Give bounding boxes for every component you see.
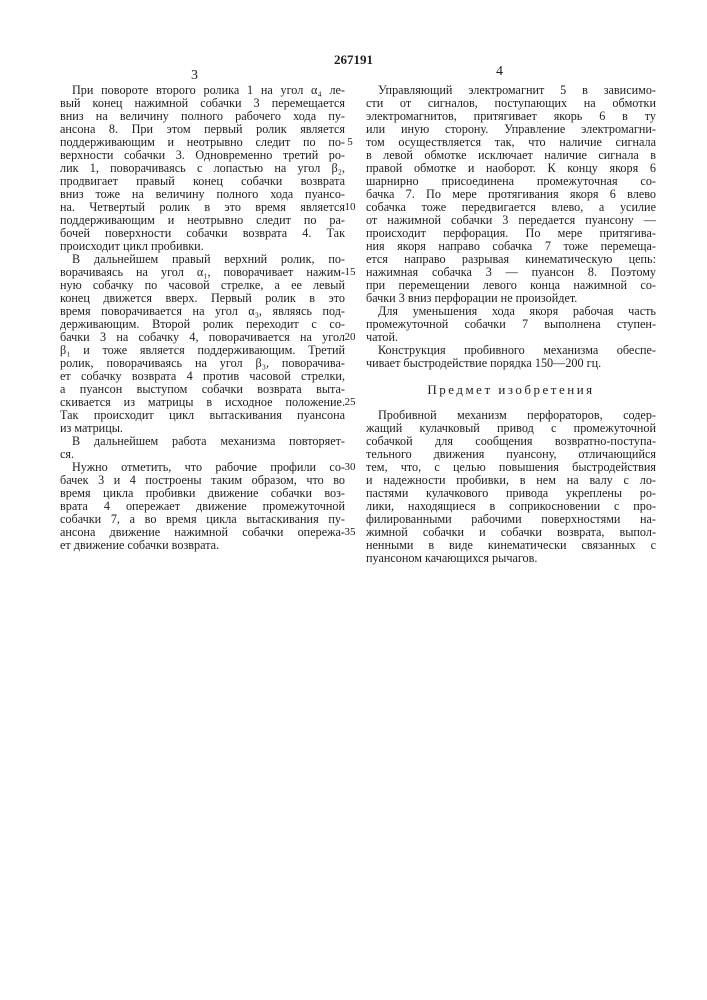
text-line: ся. bbox=[60, 448, 345, 461]
text-line: Так происходит цикл вытаскивания пуансона bbox=[60, 409, 345, 422]
text-line: в левой обмотке исключает наличие сигнала в bbox=[366, 149, 656, 162]
document-number: 267191 bbox=[0, 52, 707, 68]
text-line: бачки 3 вниз перфорации не произойдет. bbox=[366, 292, 656, 305]
text-line: происходит цикл пробивки. bbox=[60, 240, 345, 253]
text-line: или иную сторону. Управление электромагни- bbox=[366, 123, 656, 136]
text-line: пастями кулачкового привода укреплены ро- bbox=[366, 487, 656, 500]
text-line: вый конец нажимной собачки 3 перемещается bbox=[60, 97, 345, 110]
line-number: 30 bbox=[340, 461, 360, 474]
text-line: В дальнейшем работа механизма повторяет- bbox=[60, 435, 345, 448]
left-column-number: 3 bbox=[191, 68, 198, 84]
text-line: поддерживающим и неотрывно следит по ра- bbox=[60, 214, 345, 227]
text-line: пуансоном качающихся рычагов. bbox=[366, 552, 656, 565]
paragraph bbox=[366, 409, 656, 565]
text-line: том осуществляется так, что наличие сигнала bbox=[366, 136, 656, 149]
line-number: 5 bbox=[340, 136, 360, 149]
section-heading: Предмет изобретения bbox=[366, 370, 656, 409]
text-line: при перемещении левого конца нажимной со- bbox=[366, 279, 656, 292]
text-line: а пуансон выступом собачки возврата выта- bbox=[60, 383, 345, 396]
line-number: 10 bbox=[340, 201, 360, 214]
text-line: Для уменьшения хода якоря рабочая часть bbox=[366, 305, 656, 318]
text-line: ет движение собачки возврата. bbox=[60, 539, 345, 552]
text-line: ную собачку по часовой стрелке, а ее левый bbox=[60, 279, 345, 292]
text-line: β₁ и тоже является поддерживающим. Третий bbox=[60, 344, 345, 357]
text-line: держивающим. Второй ролик переходит с со- bbox=[60, 318, 345, 331]
text-line: Конструкция пробивного механизма обеспе- bbox=[366, 344, 656, 357]
text-line: филированными рабочими поверхностями на- bbox=[366, 513, 656, 526]
line-number: 25 bbox=[340, 396, 360, 409]
paragraph bbox=[60, 253, 345, 435]
text-line: врата 4 опережает движение промежуточной bbox=[60, 500, 345, 513]
text-line: собачка тоже передвигается влево, а усилие bbox=[366, 201, 656, 214]
right-column bbox=[366, 84, 656, 565]
text-line: чатой. bbox=[366, 331, 656, 344]
text-line: жащий кулачковый привод с промежуточной bbox=[366, 422, 656, 435]
text-line: от нажимной собачки 3 передается пуансону — bbox=[366, 214, 656, 227]
text-line: ансона движение нажимной собачки опережа- bbox=[60, 526, 345, 539]
text-line: сти от сигналов, поступающих на обмотки bbox=[366, 97, 656, 110]
text-line: Пробивной механизм перфораторов, содер- bbox=[366, 409, 656, 422]
line-number: 15 bbox=[340, 266, 360, 279]
text-line: собачки 7, а во время цикла вытаскивания пу- bbox=[60, 513, 345, 526]
text-line: ния якоря направо собачка 7 тоже перемеща- bbox=[366, 240, 656, 253]
line-number: 35 bbox=[340, 526, 360, 539]
text-line: верхности собачки 3. Одновременно третий ро- bbox=[60, 149, 345, 162]
text-line: из матрицы. bbox=[60, 422, 345, 435]
text-line: происходит перфорация. По мере притягива- bbox=[366, 227, 656, 240]
text-line: время поворачивается на угол α₃, являясь под- bbox=[60, 305, 345, 318]
text-line: время цикла пробивки движение собачки воз- bbox=[60, 487, 345, 500]
paragraph bbox=[366, 305, 656, 344]
text-line: бачка 7. По мере протягивания якоря 6 влево bbox=[366, 188, 656, 201]
text-line: конец движется вверх. Первый ролик в это bbox=[60, 292, 345, 305]
text-line: собачкой для сообщения возвратно-поступа- bbox=[366, 435, 656, 448]
text-line: вниз на величину полного рабочего хода пу- bbox=[60, 110, 345, 123]
text-line: скивается из матрицы в исходное положение. bbox=[60, 396, 345, 409]
text-line: ется направо разрывая кинематическую цепь: bbox=[366, 253, 656, 266]
text-line: ет собачку возврата 4 против часовой стрелки, bbox=[60, 370, 345, 383]
text-line: промежуточной собачки 7 выполнена ступен- bbox=[366, 318, 656, 331]
text-line: ворачиваясь на угол α₁, поворачивает нажим- bbox=[60, 266, 345, 279]
text-line: ролик, поворачиваясь на угол β₃, поворачива- bbox=[60, 357, 345, 370]
text-line: бачек 3 и 4 построены таким образом, что во bbox=[60, 474, 345, 487]
paragraph bbox=[366, 84, 656, 305]
text-line: вниз тоже на величину полного хода пуансо- bbox=[60, 188, 345, 201]
text-line: правой обмотке и наоборот. К концу якоря 6 bbox=[366, 162, 656, 175]
text-line: электромагнитов, притягивает якорь 6 в ту bbox=[366, 110, 656, 123]
text-line: лик 1, поворачиваясь с лопастью на угол β₂, bbox=[60, 162, 345, 175]
text-line: шарнирно присоединена промежуточная со- bbox=[366, 175, 656, 188]
text-line: ненными в виде кинематически связанных с bbox=[366, 539, 656, 552]
text-line: тем, что, с целью повышения быстродействия bbox=[366, 461, 656, 474]
text-line: лики, находящиеся в соприкосновении с про- bbox=[366, 500, 656, 513]
paragraph bbox=[60, 461, 345, 552]
line-number: 20 bbox=[340, 331, 360, 344]
text-line: продвигает правый конец собачки возврата bbox=[60, 175, 345, 188]
text-line: Управляющий электромагнит 5 в зависимо- bbox=[366, 84, 656, 97]
text-line: В дальнейшем правый верхний ролик, по- bbox=[60, 253, 345, 266]
left-column bbox=[60, 84, 345, 552]
text-line: тельного движения пуансону, отличающийся bbox=[366, 448, 656, 461]
text-line: При повороте второго ролика 1 на угол α₄ ле- bbox=[60, 84, 345, 97]
paragraph bbox=[60, 84, 345, 253]
paragraph bbox=[366, 344, 656, 370]
right-column-number: 4 bbox=[496, 64, 503, 80]
text-line: бочей поверхности собачки возврата 4. Так bbox=[60, 227, 345, 240]
text-line: бачки 3 на собачку 4, поворачивается на угол bbox=[60, 331, 345, 344]
text-line: жимной собачки и собачки возврата, выпол- bbox=[366, 526, 656, 539]
text-line: на. Четвертый ролик в это время является bbox=[60, 201, 345, 214]
text-line: поддерживающим и неотрывно следит по по- bbox=[60, 136, 345, 149]
text-line: чивает быстродействие порядка 150—200 гц. bbox=[366, 357, 656, 370]
paragraph bbox=[60, 435, 345, 461]
text-line: нажимная собачка 3 — пуансон 8. Поэтому bbox=[366, 266, 656, 279]
text-line: Нужно отметить, что рабочие профили со- bbox=[60, 461, 345, 474]
text-line: и надежности пробивки, в нем на валу с ло- bbox=[366, 474, 656, 487]
text-line: ансона 8. При этом первый ролик является bbox=[60, 123, 345, 136]
